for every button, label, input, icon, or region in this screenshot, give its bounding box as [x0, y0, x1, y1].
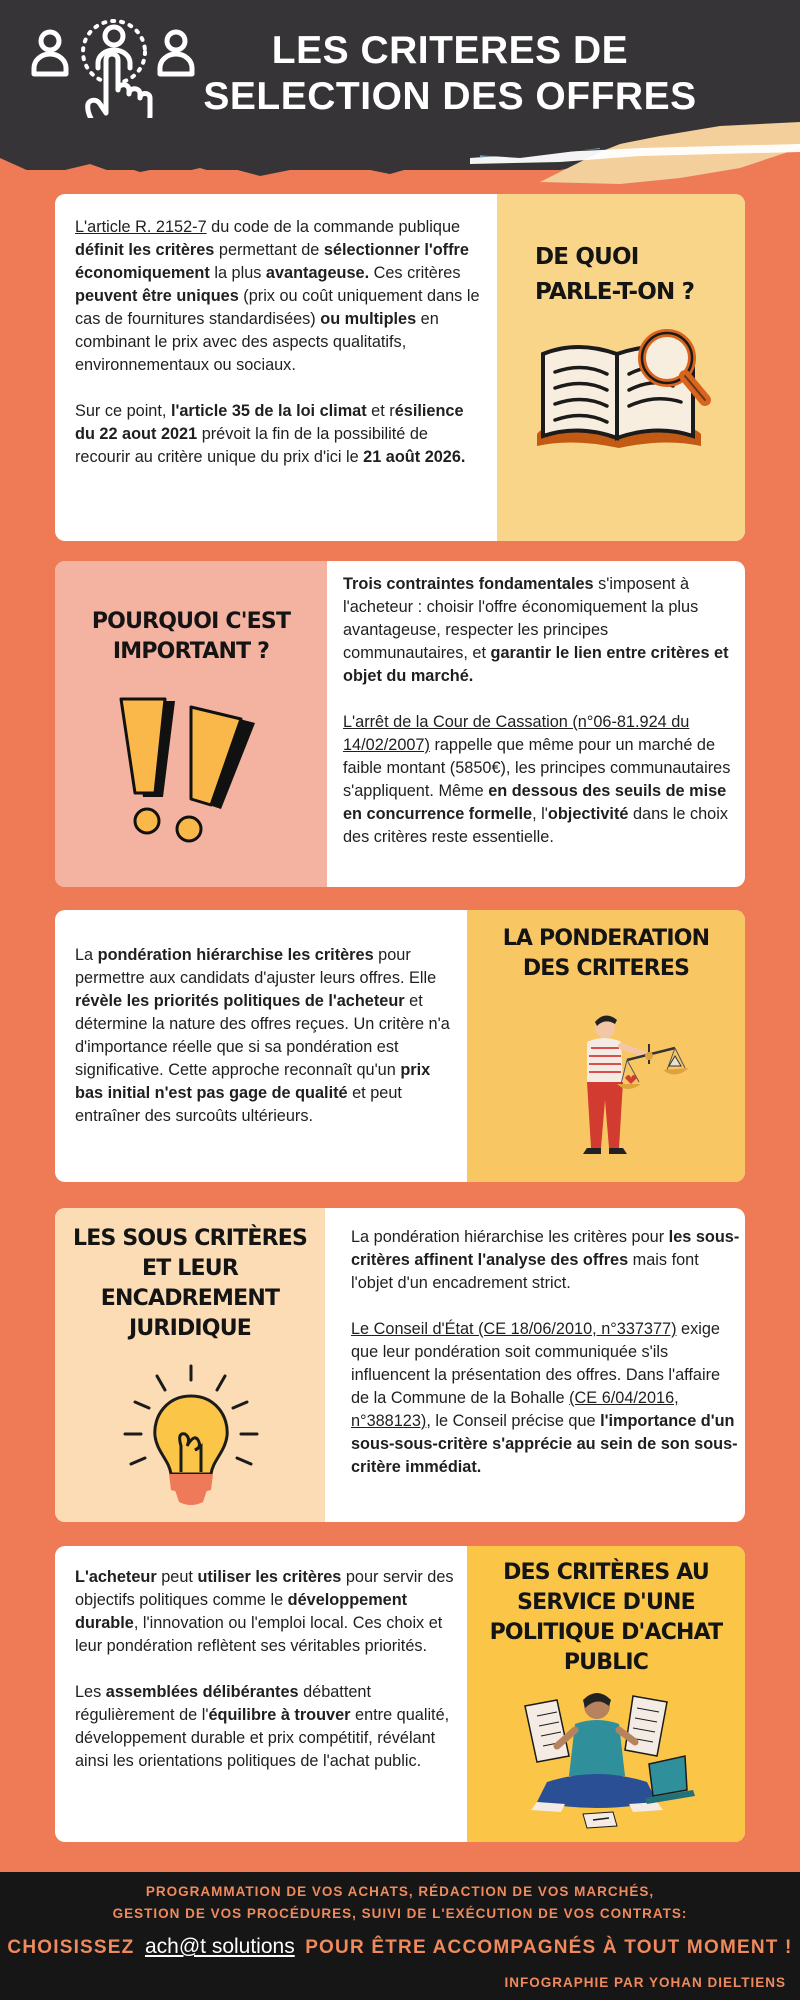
section-card-2	[55, 561, 745, 887]
text-run: dans le choix des critères reste essentielle.	[343, 805, 728, 846]
text-run: La	[75, 946, 98, 964]
section-2-heading: POURQUOI C'EST IMPORTANT ?	[91, 609, 291, 664]
torn-paper-decoration	[0, 118, 800, 198]
section-card-1	[55, 194, 745, 541]
text-run: Les	[75, 1683, 106, 1701]
text-run: et détermine la nature des offres reçues. Un critère n'a d'importance réelle que si sa pondération est significative. Cette approche reconnaît qu'un	[75, 992, 450, 1079]
section-4-heading: LES SOUS CRITÈRES ET LEUR ENCADREMENT JURIDIQUE	[73, 1226, 307, 1341]
text-run: ésilience du 22 aout 2021	[75, 402, 464, 443]
section-4-paragraph	[351, 1318, 741, 1479]
section-card-5	[55, 1546, 745, 1842]
title-line-2: SELECTION DES OFFRES	[203, 75, 697, 118]
person-with-documents-laptop-illustration	[517, 1686, 697, 1836]
person-holding-scale-illustration	[557, 1008, 707, 1158]
text-run: , le Conseil précise que	[426, 1412, 601, 1430]
text-run: garantir le lien entre critères et objet du marché.	[343, 644, 729, 685]
text-run: 21 août 2026.	[363, 448, 466, 466]
text-run: La pondération hiérarchise les critères pour	[351, 1228, 669, 1246]
text-run: L'acheteur	[75, 1568, 157, 1586]
section-3-heading: LA PONDERATION DES CRITERES	[502, 926, 710, 981]
text-run: révèle les priorités politiques de l'acheteur	[75, 992, 405, 1010]
section-2-paragraph	[343, 573, 733, 688]
double-exclamation-icon	[117, 693, 267, 853]
text-run: , l'	[532, 805, 548, 823]
text-run: exige que leur pondération soit communiquée s'ils influencent la présentation des offres. Dans l'affaire de la Commune de la Bohalle	[351, 1320, 721, 1407]
footer-call-to-action	[0, 1935, 800, 1959]
text-run: débattent régulièrement de l'	[75, 1683, 371, 1724]
text-run: sélectionner l'offre économiquement	[75, 241, 469, 282]
open-book-magnifier-illustration	[525, 324, 715, 454]
text-run: ou multiples	[320, 310, 417, 328]
footer-services-line-1: PROGRAMMATION DE VOS ACHATS, RÉDACTION DE VOS MARCHÉS,	[145, 1884, 655, 1899]
text-run: en combinant le prix avec des aspects qualitatifs, environnementaux ou sociaux.	[75, 310, 439, 374]
section-4-paragraph	[351, 1226, 741, 1295]
text-run: et peut entraîner des surcoûts ultérieurs.	[75, 1084, 402, 1125]
text-run: assemblées délibérantes	[105, 1683, 299, 1701]
legal-reference: (CE 6/04/2016, n°388123)	[351, 1389, 679, 1430]
text-run: pour permettre aux candidats d'ajuster leurs offres. Elle	[75, 946, 437, 987]
section-2-panel	[55, 561, 327, 887]
text-run: Trois contraintes fondamentales	[343, 575, 594, 593]
section-1-text	[75, 216, 485, 469]
text-run: l'article 35 de la loi climat	[170, 402, 367, 420]
section-1-paragraph	[75, 216, 485, 377]
text-run: prévoit la fin de la possibilité de recourir au critère unique du prix d'ici le	[75, 425, 428, 466]
text-run: pour servir des objectifs politiques comme le	[75, 1568, 454, 1609]
footer	[0, 1872, 800, 2000]
legal-reference: Le Conseil d'État (CE 18/06/2010, n°337377)	[351, 1320, 677, 1338]
text-run: équilibre à trouver	[208, 1706, 351, 1724]
section-5-text	[75, 1566, 455, 1773]
legal-reference: L'arrêt de la Cour de Cassation (n°06-81.924 du 14/02/2007)	[343, 713, 690, 754]
section-5-paragraph	[75, 1681, 455, 1773]
section-card-3	[55, 910, 745, 1182]
text-run: permettant de	[214, 241, 324, 259]
text-run: la plus	[209, 264, 266, 282]
text-run: Ces critères	[369, 264, 461, 282]
text-run: mais font l'objet d'un encadrement strict.	[351, 1251, 699, 1292]
text-run: développement durable	[75, 1591, 408, 1632]
text-run: et r	[366, 402, 395, 420]
infographic-credit: INFOGRAPHIE PAR YOHAN DIELTIENS	[504, 1975, 786, 1990]
footer-services-line-2: GESTION DE VOS PROCÉDURES, SUIVI DE L'EXÉCUTION DE VOS CONTRATS:	[112, 1906, 688, 1921]
text-run: , l'innovation ou l'emploi local. Ces choix et leur pondération reflètent ses véritables priorités.	[75, 1614, 443, 1655]
text-run: pondération hiérarchise les critères	[97, 946, 374, 964]
text-run: (prix ou coût uniquement dans le cas de fournitures standardisées)	[75, 287, 480, 328]
section-1-paragraph	[75, 400, 485, 469]
text-run: rappelle que même pour un marché de faible montant (5850€), les principes communautaires s'appliquent. Même	[343, 736, 731, 800]
text-run: en dessous des seuils de mise en concurrence formelle	[343, 782, 727, 823]
text-run: les sous-critères affinent l'analyse des offres	[351, 1228, 740, 1269]
text-run: utiliser les critères	[197, 1568, 342, 1586]
text-run: du code de la commande publique	[206, 218, 461, 236]
light-bulb-icon	[121, 1362, 261, 1512]
section-5-panel	[467, 1546, 745, 1842]
section-2-text	[343, 573, 733, 849]
section-4-panel	[55, 1208, 325, 1522]
cta-after: POUR ÊTRE ACCOMPAGNÉS À TOUT MOMENT !	[305, 1937, 793, 1958]
text-run: s'imposent à l'acheteur : choisir l'offre économiquement la plus avantageuse, respecter les principes communautaires, et	[343, 575, 699, 662]
title-line-1: LES CRITERES DE	[271, 29, 629, 72]
page-title	[195, 28, 705, 120]
legal-reference: L'article R. 2152-7	[75, 218, 207, 236]
text-run: Sur ce point,	[75, 402, 171, 420]
section-3-panel	[467, 910, 745, 1182]
text-run: objectivité	[547, 805, 629, 823]
section-3-text	[75, 944, 455, 1128]
section-2-paragraph	[343, 711, 733, 849]
text-run: l'importance d'un sous-sous-critère s'apprécie au sein de son sous-critère immédiat.	[351, 1412, 738, 1476]
text-run: peuvent être uniques	[75, 287, 239, 305]
text-run: définit les critères	[75, 241, 215, 259]
section-1-heading: DE QUOI PARLE-T-ON ?	[535, 244, 695, 305]
text-run: prix bas initial n'est pas gage de qualité	[75, 1061, 431, 1102]
section-5-paragraph	[75, 1566, 455, 1658]
section-card-4	[55, 1208, 745, 1522]
text-run: avantageuse.	[265, 264, 370, 282]
brand-logo-link[interactable]: ach@t solutions	[144, 1935, 295, 1958]
section-3-paragraph	[75, 944, 455, 1128]
section-5-heading: DES CRITÈRES AU SERVICE D'UNE POLITIQUE D'ACHAT PUBLIC	[489, 1560, 723, 1675]
text-run: peut	[156, 1568, 198, 1586]
section-1-panel	[497, 194, 745, 541]
text-run: entre qualité, développement durable et prix compétitif, révélant ainsi les orientations politiques de l'achat public.	[75, 1706, 450, 1770]
cta-before: CHOISISSEZ	[7, 1937, 135, 1958]
section-4-text	[351, 1226, 741, 1479]
